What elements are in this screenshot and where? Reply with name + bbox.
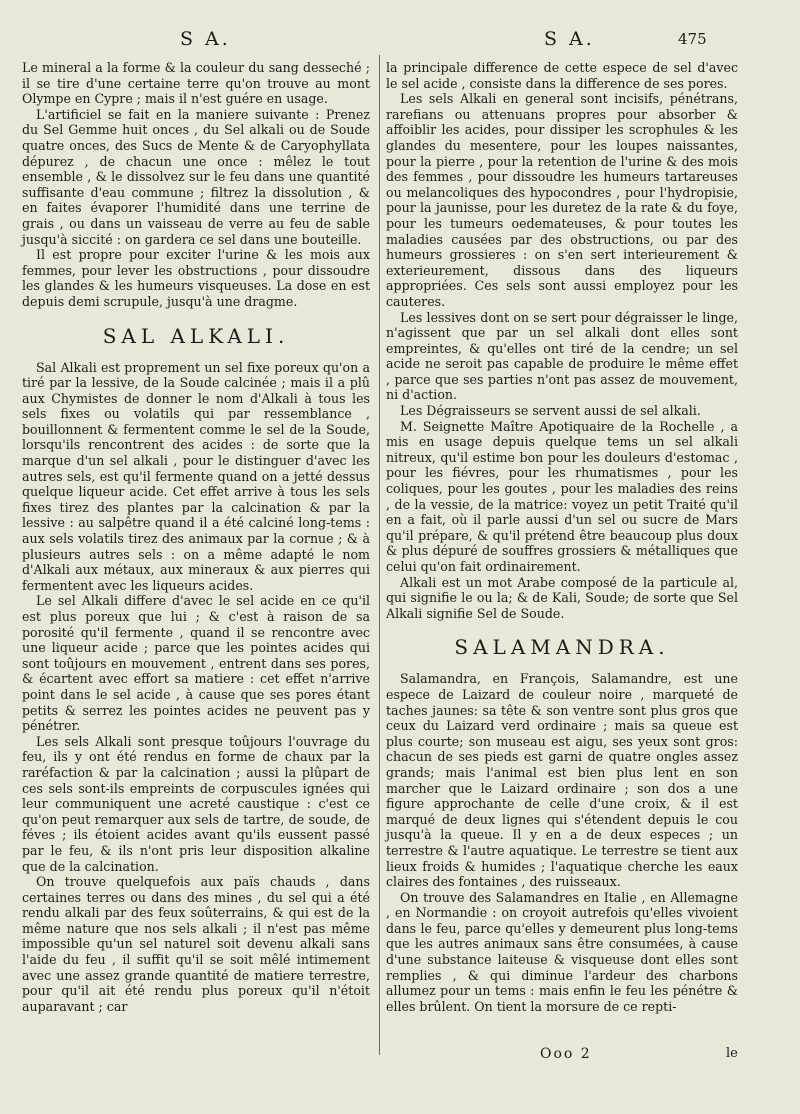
left-running-head: S A. [180,28,231,50]
paragraph: Les Dégraisseurs se servent aussi de sel alkali. [400,403,701,419]
paragraph: la principale difference de cette espece de sel d'avec le sel acide , consiste dans la difference de ses pores. [386,60,738,91]
paragraph: Les sels Alkali sont presque toûjours l'ouvrage du feu, ils y ont été rendus en forme de chaux par la raréfaction & par la calcination ; aussi la plûpart de ces sels sont-ils empreints de corpuscules ignées qui leur communiquent une acreté caustique : c'est ce qu'on peut remarquer aux sels de tartre, de soude, de féves ; ils étoient acides avant qu'ils eussent passé par le feu, & ils n'ont pris leur disposition alkaline que de la calcination. [22,733,370,874]
paragraph: On trouve quelquefois aux païs chauds , dans certaines terres ou dans des mines , du sel qui a été rendu alkali par des feux soûterrains, & qui est de la même nature que nos sels alkali ; il n'est pas même impossible qu'un sel naturel soit devenu alkali sans l'aide du feu , il suffit qu'il se soit mêlé intimement avec une assez grande quantité de matiere terrestre, pour qu'il ait été rendu plus poreux qu'il n'étoit auparavant ; car [22,874,370,1014]
running-header [0,28,800,58]
paragraph: M. Seignette Maître Apotiquaire de la Rochelle , a mis en usage depuis quelque tems un sel alkali nitreux, qu'il estime bon pour les douleurs d'estomac , pour les fiévres, pour les rhumatismes , pour les coliques, pour les goutes , pour les maladies des reins , de la vessie, de la matrice: voyez un petit Traité qu'il en a fait, où il parle aussi d'un sel ou sucre de Mars qu'il prépare, & qu'il prétend être beaucoup plus doux & plus dépuré de souffres grossiers & métalliques que celui qu'on fait ordinairement. [386,418,738,574]
paragraph: Sal Alkali est proprement un sel fixe poreux qu'on a tiré par la lessive, de la Soude calcinée ; mais il a plû aux Chymistes de donner le nom d'Alkali à tous les sels fixes ou volatils qui par ressemblance , bouillonnent & fermentent comme le sel de la Soude, lorsqu'ils rencontrent des acides : de sorte que la marque d'un sel alkali , pour le distinguer d'avec les autres sels, est qu'il fermente quand on a jetté dessus quelque liqueur acide. Cet effet arrive à tous les sels fixes tirez des plantes par la calcination & par la lessive : au salpêtre quand il a été calciné long-tems : aux sels volatils tirez des animaux par la cornue ; & à plusieurs autres sels : on a même adapté le nom d'Alkali aux métaux, aux mineraux & aux pierres qui fermentent avec les liqueurs acides. [22,359,370,593]
page-number: 475 [678,30,707,48]
paragraph: Les sels Alkali en general sont incisifs, pénétrans, rarefians ou attenuans propres pour absorber & affoiblir les acides, pour dissiper les scrophules & les glandes du mesentere, pour les loupes naissantes, pour la pierre , pour la retention de l'urine & des mois des femmes , pour dissoudre les humeurs tartareuses ou melancoliques des hypocondres , pour l'hydropisie, pour la jaunisse, pour les duretez de la rate & du foye, pour les tumeurs oedemateuses, & pour toutes les maladies causées par des obstructions, ou par des humeurs grossieres : on s'en sert interieurement & exterieurement, dissous dans des liqueurs appropriées. Ces sels sont aussi employez pour les cauteres. [386,91,738,309]
paragraph: Le sel Alkali differe d'avec le sel acide en ce qu'il est plus poreux que lui ; & c'est à raison de sa porosité qu'il fermente , quand il se rencontre avec une liqueur acide ; parce que les pointes acides qui sont toûjours en mouvement , entrent dans ses pores, & écartent avec effort sa matiere : cet effet n'arrive point dans le sel acide , à cause que ses pores étant petits & serrez les pointes acides ne peuvent pas y pénétrer. [22,593,370,734]
left-column [22,60,370,1014]
paragraph: Salamandra, en François, Salamandre, est une espece de Laizard de couleur noire , marqueté de taches jaunes: sa tête & son ventre sont plus gros que ceux du Laizard verd ordinaire ; mais sa queue est plus courte; son museau est aigu, ses yeux sont gros: chacun de ses pieds est garni de quatre ongles assez grands; mais l'animal est bien plus lent en son marcher que le Laizard ordinaire ; son dos a une figure approchante de celle d'une croix, & il est marqué de deux lignes qui s'étendent depuis le cou jusqu'à la queue. Il y en a de deux especes ; un terrestre & l'autre aquatique. Le terrestre se tient aux lieux froids & humides ; l'aquatique cherche les eaux claires des fontaines , des ruisseaux. [386,671,738,890]
right-running-head: S A. [544,28,595,50]
paragraph: Le mineral a la forme & la couleur du sang desseché ; il se tire d'une certaine terre qu'on trouve au mont Olympe en Cypre ; mais il n'est guére en usage. [22,60,370,107]
section-heading-sal-alkali: SAL ALKALI. [102,323,290,348]
column-divider [379,55,380,1055]
paragraph: Il est propre pour exciter l'urine & les mois aux femmes, pour lever les obstructions , pour dissoudre les glandes & les humeurs visqueuses. La dose en est depuis demi scrupule, jusqu'à une dragme. [22,247,370,309]
paragraph: L'artificiel se fait en la maniere suivante : Prenez du Sel Gemme huit onces , du Sel alkali ou de Soude quatre onces, des Sucs de Mente & de Caryophyllata dépurez , de chacun une once : mêlez le tout ensemble , & le dissolvez sur le feu dans une quantité suffisante d'eau commune ; filtrez la dissolution , & en faites évaporer l'humidité dans une terrine de grais , ou dans un vaisseau de verre au feu de sable jusqu'à siccité : on gardera ce sel dans une bouteille. [22,106,370,247]
paragraph: Les lessives dont on se sert pour dégraisser le linge, n'agissent que par un sel alkali dont elles sont empreintes, & qu'elles ont tiré de la cendre; un sel acide ne seroit pas capable de produire le même effet , parce que ses parties n'ont pas assez de mouvement, ni d'action. [386,309,738,403]
section-heading-salamandra: SALAMANDRA. [454,635,670,660]
signature-mark: Ooo 2 [540,1046,592,1062]
paragraph: Alkali est un mot Arabe composé de la particule al, qui signifie le ou la; & de Kali, Soude; de sorte que Sel Alkali signifie Sel de Soude. [386,574,738,621]
paragraph: On trouve des Salamandres en Italie , en Allemagne , en Normandie : on croyoit autrefois qu'elles vivoient dans le feu, parce qu'elles y demeurent plus long-tems que les autres animaux sans être consumées, à cause d'une substance laiteuse & visqueuse dont elles sont remplies , & qui diminue l'ardeur des charbons allumez pour un tems : mais enfin le feu les pénétre & elles brûlent. On tient la morsure de ce repti- [386,889,738,1014]
right-column [386,60,738,1014]
catchword: le [726,1046,738,1061]
